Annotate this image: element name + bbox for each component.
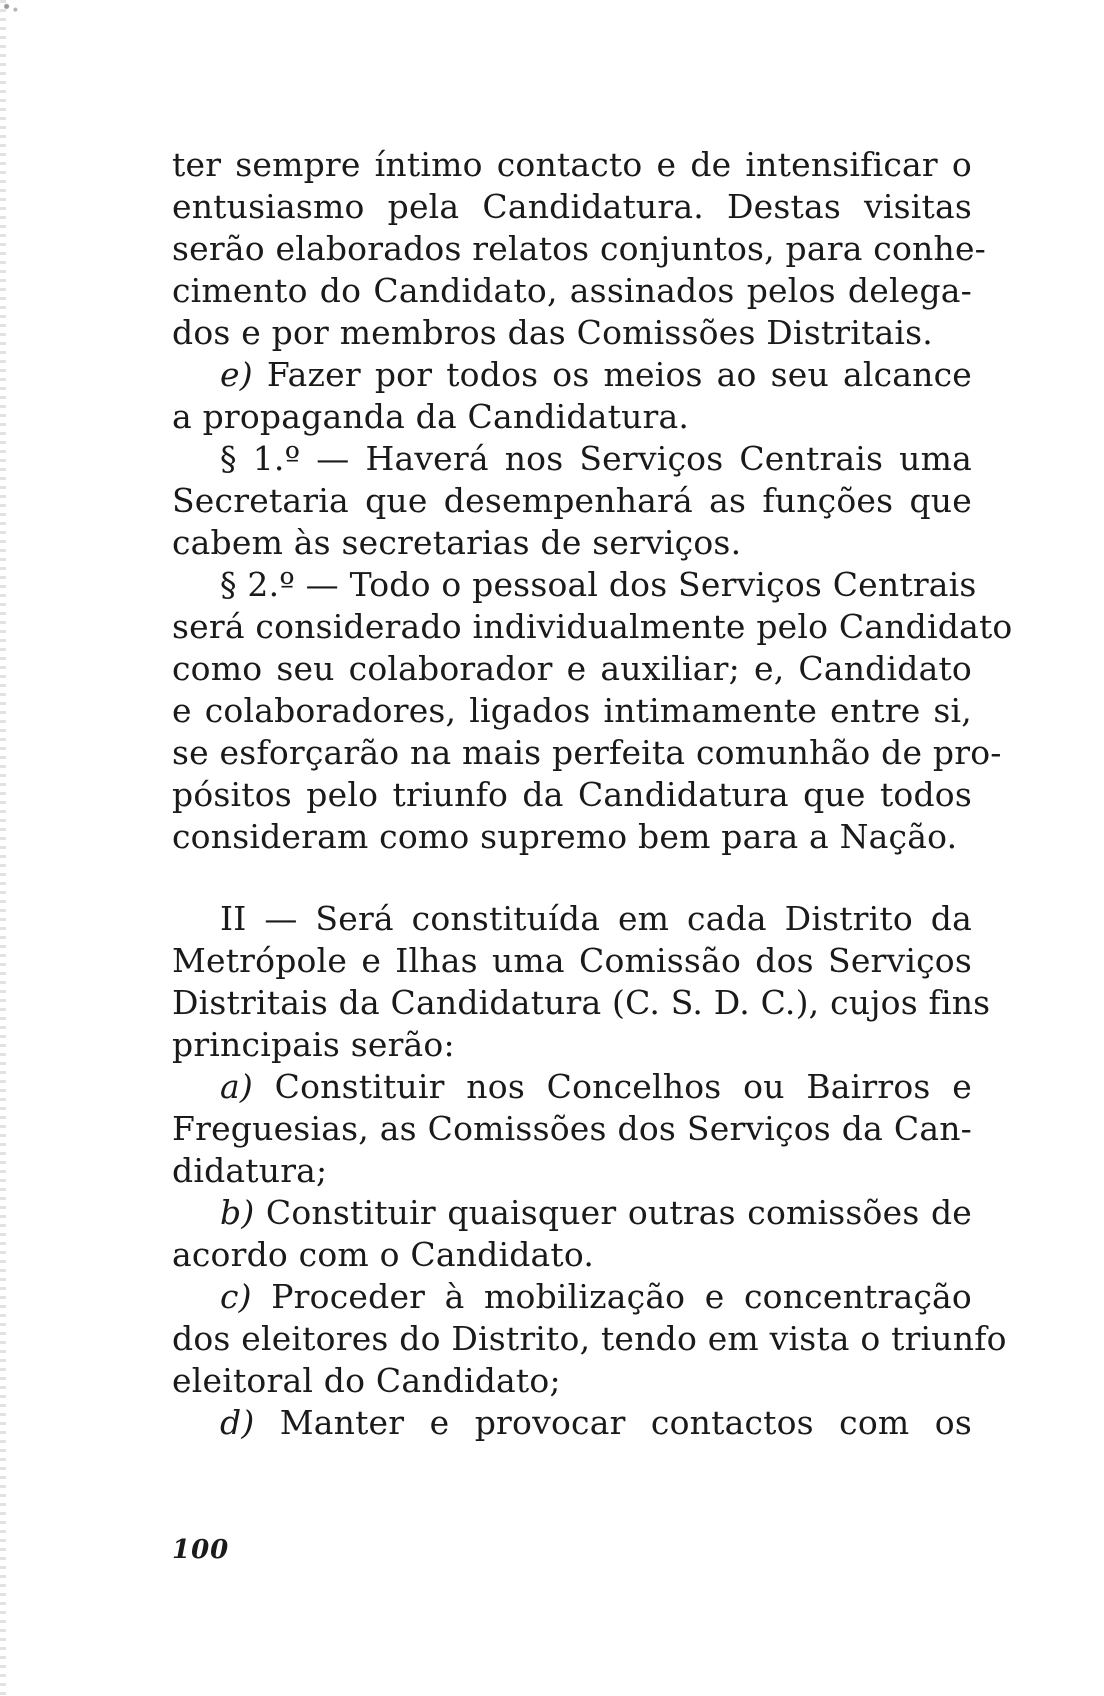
page-left-edge — [0, 0, 6, 1696]
text-line — [172, 186, 972, 228]
text-line — [172, 396, 972, 438]
text-line — [172, 1402, 972, 1444]
text-line — [172, 1108, 972, 1150]
page-number: 100 — [172, 1535, 230, 1565]
line-text: Secretaria que desempenhará as funções que — [172, 481, 972, 520]
text-line — [172, 564, 977, 606]
line-text: como seu colaborador e auxiliar; e, Candidato — [172, 649, 972, 688]
text-line — [172, 982, 991, 1024]
line-text: consideram como supremo bem para a Nação. — [172, 817, 958, 856]
text-line — [172, 1150, 972, 1192]
paragraph — [172, 1192, 972, 1276]
paragraph — [172, 144, 987, 354]
section-gap — [172, 858, 972, 898]
line-text: acordo com o Candidato. — [172, 1235, 595, 1274]
text-line — [172, 1066, 972, 1108]
line-text: cabem às secretarias de serviços. — [172, 523, 742, 562]
text-line — [172, 606, 1013, 648]
text-line — [172, 816, 972, 858]
line-text: dos eleitores do Distrito, tendo em vista o triunfo — [172, 1319, 1007, 1358]
paragraph — [172, 354, 972, 438]
line-text: e colaboradores, ligados intimamente entre si, — [172, 691, 972, 730]
paragraph — [172, 564, 1013, 858]
scan-speck — [0, 0, 22, 16]
line-text: didatura; — [172, 1151, 328, 1190]
text-line — [172, 228, 987, 270]
text-line — [172, 690, 972, 732]
text-line — [172, 732, 1002, 774]
line-text: Metrópole e Ilhas uma Comissão dos Serviços — [172, 941, 972, 980]
text-line — [172, 144, 972, 186]
line-text: Distritais da Candidatura (C. S. D. C.), cujos fins — [172, 983, 991, 1022]
text-line — [172, 1276, 972, 1318]
line-text: cimento do Candidato, assinados pelos delega- — [172, 271, 972, 310]
document-body — [172, 144, 1013, 1444]
line-text: pósitos pelo triunfo da Candidatura que todos — [172, 775, 972, 814]
line-text: Fazer por todos os meios ao seu alcance — [252, 355, 972, 394]
line-text: Constituir nos Concelhos ou Bairros e — [252, 1067, 972, 1106]
line-text: será considerado individualmente pelo Candidato — [172, 607, 1013, 646]
paragraph — [172, 1276, 1007, 1402]
line-text: se esforçarão na mais perfeita comunhão de pro- — [172, 733, 1002, 772]
text-line — [172, 774, 972, 816]
line-text: principais serão: — [172, 1025, 455, 1064]
line-text: § 1.º — Haverá nos Serviços Centrais uma — [220, 439, 972, 478]
text-line — [172, 480, 972, 522]
text-line — [172, 940, 972, 982]
text-line — [172, 270, 972, 312]
text-line — [172, 1360, 972, 1402]
line-text: dos e por membros das Comissões Distritais. — [172, 313, 933, 352]
text-line — [172, 1234, 972, 1276]
line-text: Constituir quaisquer outras comissões de — [254, 1193, 972, 1232]
item-label: b) — [220, 1193, 255, 1232]
item-label: d) — [220, 1403, 255, 1442]
text-line — [172, 1318, 1007, 1360]
line-text: serão elaborados relatos conjuntos, para conhe- — [172, 229, 987, 268]
line-text: a propaganda da Candidatura. — [172, 397, 690, 436]
text-line — [172, 312, 972, 354]
line-text: Proceder à mobilização e concentração — [251, 1277, 972, 1316]
text-line — [172, 648, 972, 690]
line-text: II — Será constituída em cada Distrito da — [220, 899, 972, 938]
item-label: c) — [220, 1277, 252, 1316]
paragraph — [172, 1402, 972, 1444]
item-label: e) — [220, 355, 253, 394]
paragraph — [172, 898, 991, 1066]
text-line — [172, 354, 972, 396]
item-label: a) — [220, 1067, 253, 1106]
text-line — [172, 898, 972, 940]
line-text: eleitoral do Candidato; — [172, 1361, 561, 1400]
text-line — [172, 522, 972, 564]
line-text: entusiasmo pela Candidatura. Destas visitas — [172, 187, 972, 226]
paragraph — [172, 438, 972, 564]
line-text: Manter e provocar contactos com os — [254, 1403, 972, 1442]
paragraph — [172, 1066, 972, 1192]
text-line — [172, 1192, 972, 1234]
text-line — [172, 438, 972, 480]
line-text: Freguesias, as Comissões dos Serviços da Can- — [172, 1109, 972, 1148]
text-line — [172, 1024, 972, 1066]
line-text: § 2.º — Todo o pessoal dos Serviços Centrais — [220, 565, 977, 604]
line-text: ter sempre íntimo contacto e de intensificar o — [172, 145, 972, 184]
